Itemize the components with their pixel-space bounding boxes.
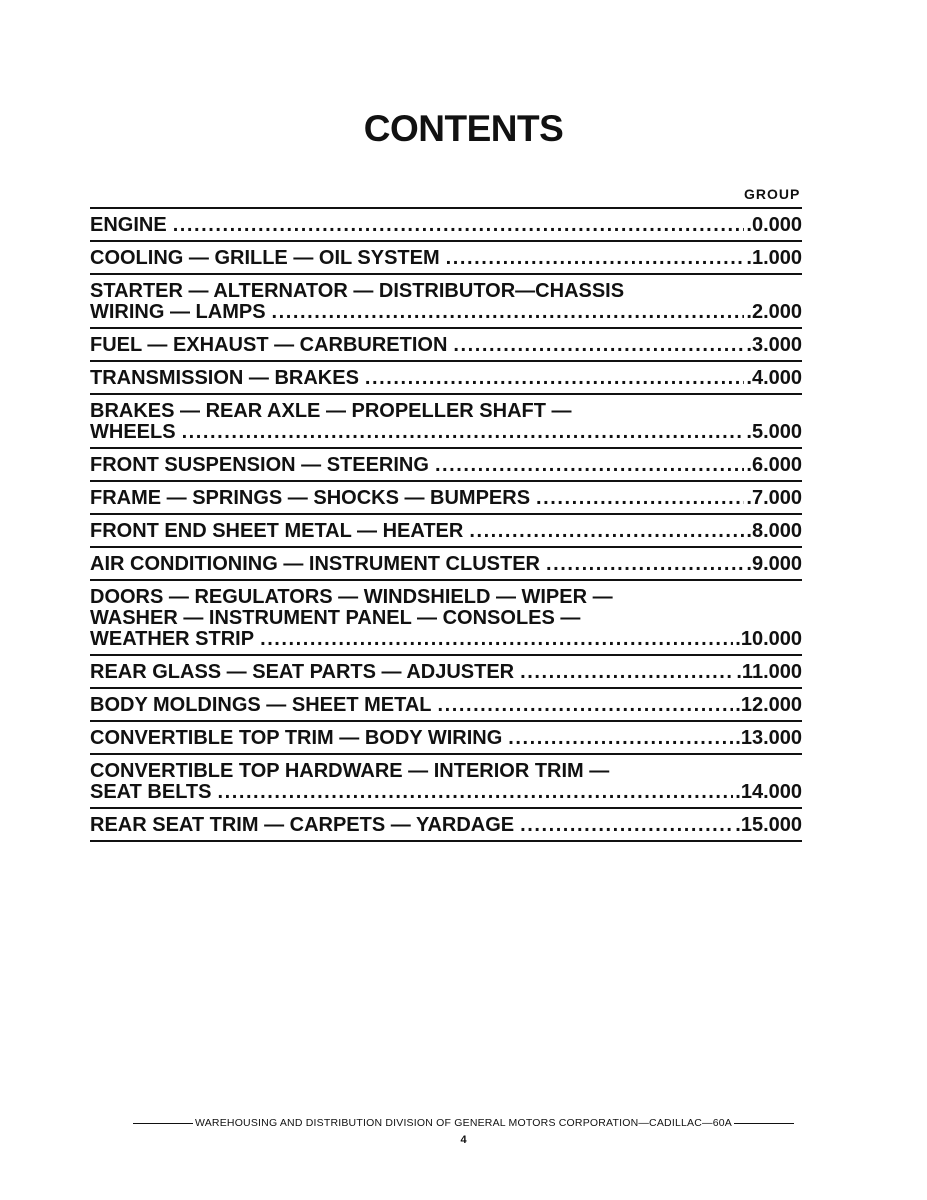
footer-rule-left: [133, 1123, 193, 1124]
toc-entry: [90, 548, 802, 581]
toc-entry: [90, 209, 802, 242]
dot-leader: [520, 662, 734, 683]
toc-group-number: .5.000: [746, 421, 802, 443]
toc-entry-line: [90, 662, 802, 683]
toc-entry-label: CONVERTIBLE TOP TRIM — BODY WIRING: [90, 727, 503, 749]
dot-leader: [536, 488, 744, 509]
toc-entry-label: AIR CONDITIONING — INSTRUMENT CLUSTER: [90, 553, 540, 575]
toc-entry-line: [90, 368, 802, 389]
toc-entry-label: WIRING — LAMPS: [90, 301, 266, 323]
toc-group-number: .10.000: [735, 628, 802, 650]
toc-group-number: .1.000: [746, 247, 802, 269]
toc-entry: [90, 329, 802, 362]
toc-group-number: .13.000: [735, 727, 802, 749]
toc-entry-line: [90, 728, 802, 749]
toc-group-number: .11.000: [736, 661, 802, 683]
dot-leader: [272, 302, 745, 323]
toc-entry-line: [90, 422, 802, 443]
toc-entry: [90, 515, 802, 548]
page-number: 4: [460, 1134, 467, 1146]
dot-leader: [546, 554, 744, 575]
toc-entry-label: FRONT SUSPENSION — STEERING: [90, 454, 429, 476]
dot-leader: [217, 782, 733, 803]
toc-group-number: .6.000: [746, 454, 802, 476]
toc-entry-label: COOLING — GRILLE — OIL SYSTEM: [90, 247, 440, 269]
toc-entry-line: [90, 248, 802, 269]
toc-entry-line: [90, 302, 802, 323]
toc-entry: [90, 242, 802, 275]
group-column-header: GROUP: [744, 186, 801, 202]
toc-entry-line: [90, 587, 802, 608]
toc-group-number: .12.000: [735, 694, 802, 716]
toc-entry-line: [90, 695, 802, 716]
toc-entry-line: [90, 815, 802, 836]
toc-entry-line: [90, 488, 802, 509]
toc-group-number: .3.000: [746, 334, 802, 356]
dot-leader: [446, 248, 745, 269]
toc-entry: [90, 809, 802, 842]
toc-entry-line: [90, 761, 802, 782]
toc-entry-label: TRANSMISSION — BRAKES: [90, 367, 359, 389]
toc-entry-label: FRAME — SPRINGS — SHOCKS — BUMPERS: [90, 487, 531, 509]
dot-leader: [469, 521, 744, 542]
page-title: CONTENTS: [363, 108, 564, 149]
toc-entry-label: WHEELS: [90, 421, 176, 443]
toc-entry: [90, 755, 802, 809]
toc-entry-line: [90, 335, 802, 356]
toc-entry-line: [90, 281, 802, 302]
footer-rule-right: [734, 1123, 794, 1124]
toc-group-number: .14.000: [735, 781, 802, 803]
toc-entry: [90, 449, 802, 482]
toc-entry-label: FUEL — EXHAUST — CARBURETION: [90, 334, 448, 356]
toc-entry-label: STARTER — ALTERNATOR — DISTRIBUTOR—CHASSIS: [90, 280, 625, 302]
dot-leader: [453, 335, 744, 356]
dot-leader: [508, 728, 733, 749]
toc-entry-line: [90, 554, 802, 575]
toc-entry-label: REAR SEAT TRIM — CARPETS — YARDAGE: [90, 814, 515, 836]
toc-entry-label: ENGINE: [90, 214, 167, 236]
toc-entry-label: WEATHER STRIP: [90, 628, 255, 650]
dot-leader: [438, 695, 734, 716]
toc-entry-line: [90, 401, 802, 422]
toc-entry-label: DOORS — REGULATORS — WINDSHIELD — WIPER —: [90, 586, 613, 608]
toc-entry: [90, 362, 802, 395]
toc-group-number: .4.000: [746, 367, 802, 389]
toc-entry: [90, 275, 802, 329]
toc-entry-line: [90, 782, 802, 803]
toc-entry-label: BODY MOLDINGS — SHEET METAL: [90, 694, 432, 716]
toc-entry-line: [90, 629, 802, 650]
toc-entry: [90, 722, 802, 755]
dot-leader: [520, 815, 733, 836]
toc-group-number: .0.000: [746, 214, 802, 236]
toc-entry-label: CONVERTIBLE TOP HARDWARE — INTERIOR TRIM —: [90, 760, 610, 782]
dot-leader: [182, 422, 745, 443]
toc-entry: [90, 482, 802, 515]
toc-entry: [90, 689, 802, 722]
toc-entry-label: REAR GLASS — SEAT PARTS — ADJUSTER: [90, 661, 515, 683]
toc-entry-label: WASHER — INSTRUMENT PANEL — CONSOLES —: [90, 607, 581, 629]
dot-leader: [260, 629, 733, 650]
toc-entry: [90, 581, 802, 656]
toc-group-number: .8.000: [746, 520, 802, 542]
toc-entry-line: [90, 608, 802, 629]
toc-group-number: .7.000: [746, 487, 802, 509]
toc-entry-label: SEAT BELTS: [90, 781, 212, 803]
toc-entry: [90, 656, 802, 689]
toc-entry-line: [90, 215, 802, 236]
toc-entry: [90, 395, 802, 449]
toc-entry-label: BRAKES — REAR AXLE — PROPELLER SHAFT —: [90, 400, 572, 422]
dot-leader: [173, 215, 745, 236]
toc-group-number: .2.000: [746, 301, 802, 323]
toc-entry-line: [90, 521, 802, 542]
dot-leader: [365, 368, 744, 389]
toc-entry-line: [90, 455, 802, 476]
footer-text: WAREHOUSING AND DISTRIBUTION DIVISION OF GENERAL MOTORS CORPORATION—CADILLAC—60A: [195, 1117, 732, 1129]
toc-group-number: .9.000: [746, 553, 802, 575]
footer: [0, 1117, 927, 1129]
contents-table: [90, 207, 802, 842]
toc-group-number: .15.000: [735, 814, 802, 836]
toc-entry-label: FRONT END SHEET METAL — HEATER: [90, 520, 464, 542]
dot-leader: [435, 455, 744, 476]
